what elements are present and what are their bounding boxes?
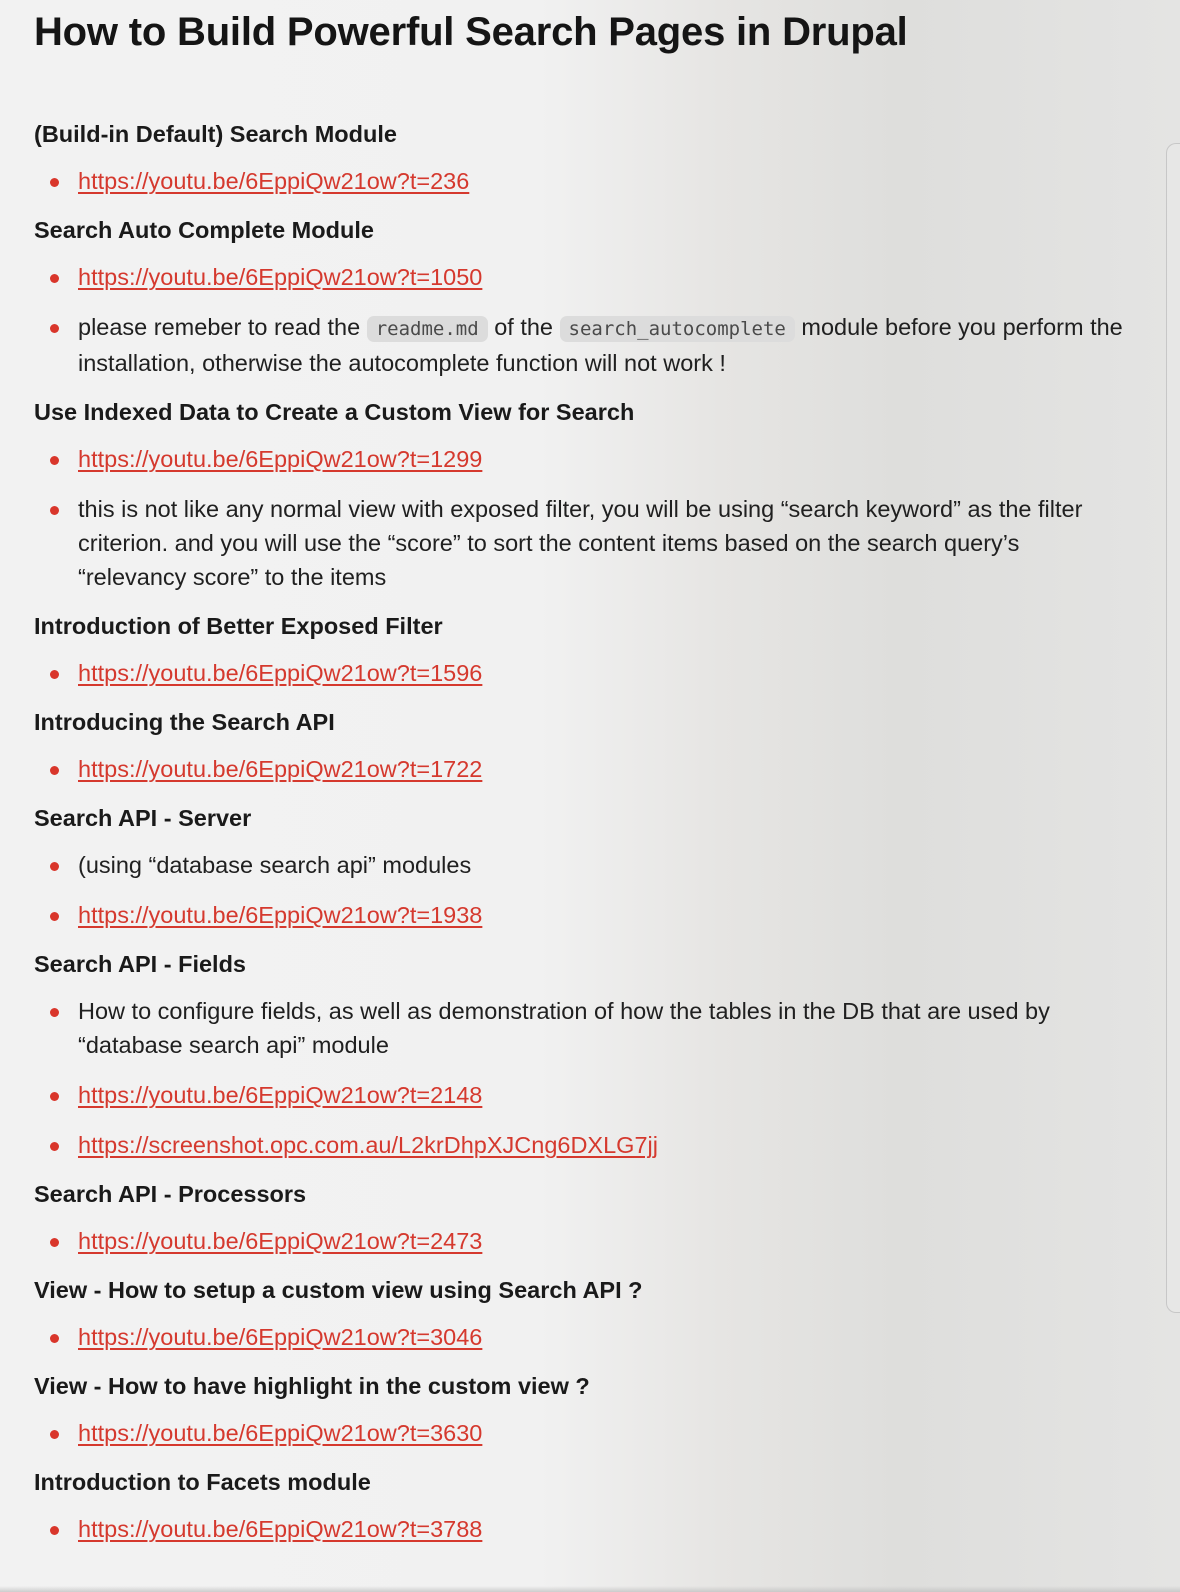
inline-code-module: search_autocomplete <box>560 316 795 342</box>
list-item <box>34 260 1134 294</box>
video-link[interactable]: https://youtu.be/6EppiQw21ow?t=3788 <box>78 1516 483 1542</box>
bullet-icon <box>50 1526 59 1535</box>
bullet-icon <box>50 670 59 679</box>
note-text-prefix: please remeber to read the <box>78 314 361 340</box>
bullet-list <box>34 1416 1134 1450</box>
section-default-search-module <box>34 120 1134 198</box>
video-link[interactable]: https://youtu.be/6EppiQw21ow?t=2148 <box>78 1082 483 1108</box>
bullet-icon <box>50 1142 59 1151</box>
list-item <box>34 1078 1134 1112</box>
bullet-icon <box>50 1008 59 1017</box>
list-item <box>34 1512 1134 1546</box>
inline-code-readme: readme.md <box>367 316 488 342</box>
bullet-icon <box>50 178 59 187</box>
list-item <box>34 898 1134 932</box>
bullet-icon <box>50 274 59 283</box>
bullet-list <box>34 752 1134 786</box>
bullet-list <box>34 1224 1134 1258</box>
bottom-edge-divider <box>0 1586 1180 1592</box>
bullet-icon <box>50 506 59 515</box>
section-facets-module <box>34 1468 1134 1546</box>
list-item-note <box>34 492 1134 594</box>
bullet-list <box>34 656 1134 690</box>
section-heading: (Build-in Default) Search Module <box>34 121 397 147</box>
section-heading: Search Auto Complete Module <box>34 217 374 243</box>
section-heading: Search API - Server <box>34 805 252 831</box>
vertical-scrollbar[interactable] <box>1166 143 1180 1313</box>
bullet-list <box>34 260 1134 380</box>
bullet-icon <box>50 1430 59 1439</box>
section-heading: View - How to have highlight in the custom view ? <box>34 1373 590 1399</box>
video-link[interactable]: https://youtu.be/6EppiQw21ow?t=1938 <box>78 902 483 928</box>
section-search-api-server <box>34 804 1134 932</box>
bullet-list <box>34 994 1134 1162</box>
list-item <box>34 164 1134 198</box>
bullet-list <box>34 848 1134 932</box>
section-heading: Search API - Processors <box>34 1181 307 1207</box>
video-link[interactable]: https://youtu.be/6EppiQw21ow?t=236 <box>78 168 470 194</box>
bullet-list <box>34 442 1134 594</box>
bullet-icon <box>50 1092 59 1101</box>
video-link[interactable]: https://youtu.be/6EppiQw21ow?t=1299 <box>78 446 483 472</box>
bullet-list <box>34 1512 1134 1546</box>
bullet-icon <box>50 1334 59 1343</box>
section-search-api-fields <box>34 950 1134 1162</box>
sections-list <box>34 120 1134 1546</box>
section-search-api-processors <box>34 1180 1134 1258</box>
note-text-mid: of the <box>494 314 553 340</box>
list-item <box>34 1128 1134 1162</box>
video-link[interactable]: https://youtu.be/6EppiQw21ow?t=3046 <box>78 1324 483 1350</box>
section-heading: Use Indexed Data to Create a Custom View for Search <box>34 399 635 425</box>
section-heading: Introduction of Better Exposed Filter <box>34 613 443 639</box>
section-better-exposed-filter <box>34 612 1134 690</box>
list-item-note <box>34 994 1134 1062</box>
bullet-icon <box>50 324 59 333</box>
list-item <box>34 752 1134 786</box>
video-link[interactable]: https://youtu.be/6EppiQw21ow?t=1050 <box>78 264 483 290</box>
section-search-api-intro <box>34 708 1134 786</box>
document-content <box>34 0 1134 1546</box>
bullet-icon <box>50 1238 59 1247</box>
section-indexed-view <box>34 398 1134 594</box>
video-link[interactable]: https://youtu.be/6EppiQw21ow?t=1596 <box>78 660 483 686</box>
section-heading: Introducing the Search API <box>34 709 335 735</box>
list-item <box>34 1224 1134 1258</box>
section-heading: Introduction to Facets module <box>34 1469 371 1495</box>
section-heading: View - How to setup a custom view using Search API ? <box>34 1277 643 1303</box>
bullet-icon <box>50 912 59 921</box>
screenshot-link[interactable]: https://screenshot.opc.com.au/L2krDhpXJCng6DXLG7jj <box>78 1132 658 1158</box>
video-link[interactable]: https://youtu.be/6EppiQw21ow?t=3630 <box>78 1420 483 1446</box>
bullet-icon <box>50 456 59 465</box>
bullet-list <box>34 164 1134 198</box>
note-text: (using “database search api” modules <box>78 852 472 878</box>
list-item-note <box>34 310 1134 380</box>
list-item-note <box>34 848 1134 882</box>
video-link[interactable]: https://youtu.be/6EppiQw21ow?t=2473 <box>78 1228 483 1254</box>
note-text: this is not like any normal view with exposed filter, you will be using “search keyword” as the filter criterion. and you will use the “score” to sort the content items based on the search query’s “relevancy score” to the items <box>78 496 1083 590</box>
bullet-list <box>34 1320 1134 1354</box>
list-item <box>34 656 1134 690</box>
list-item <box>34 1320 1134 1354</box>
list-item <box>34 1416 1134 1450</box>
section-autocomplete-module <box>34 216 1134 380</box>
note-text-suffix: module before you perform the installation, otherwise the autocomplete function will not work ! <box>78 314 1123 376</box>
page-title: How to Build Powerful Search Pages in Drupal <box>34 10 908 54</box>
list-item <box>34 442 1134 476</box>
video-link[interactable]: https://youtu.be/6EppiQw21ow?t=1722 <box>78 756 483 782</box>
section-heading: Search API - Fields <box>34 951 247 977</box>
section-custom-view-search-api <box>34 1276 1134 1354</box>
bullet-icon <box>50 862 59 871</box>
section-highlight-view <box>34 1372 1134 1450</box>
bullet-icon <box>50 766 59 775</box>
note-text: How to configure fields, as well as demonstration of how the tables in the DB that are used by “database search api” module <box>78 998 1050 1058</box>
